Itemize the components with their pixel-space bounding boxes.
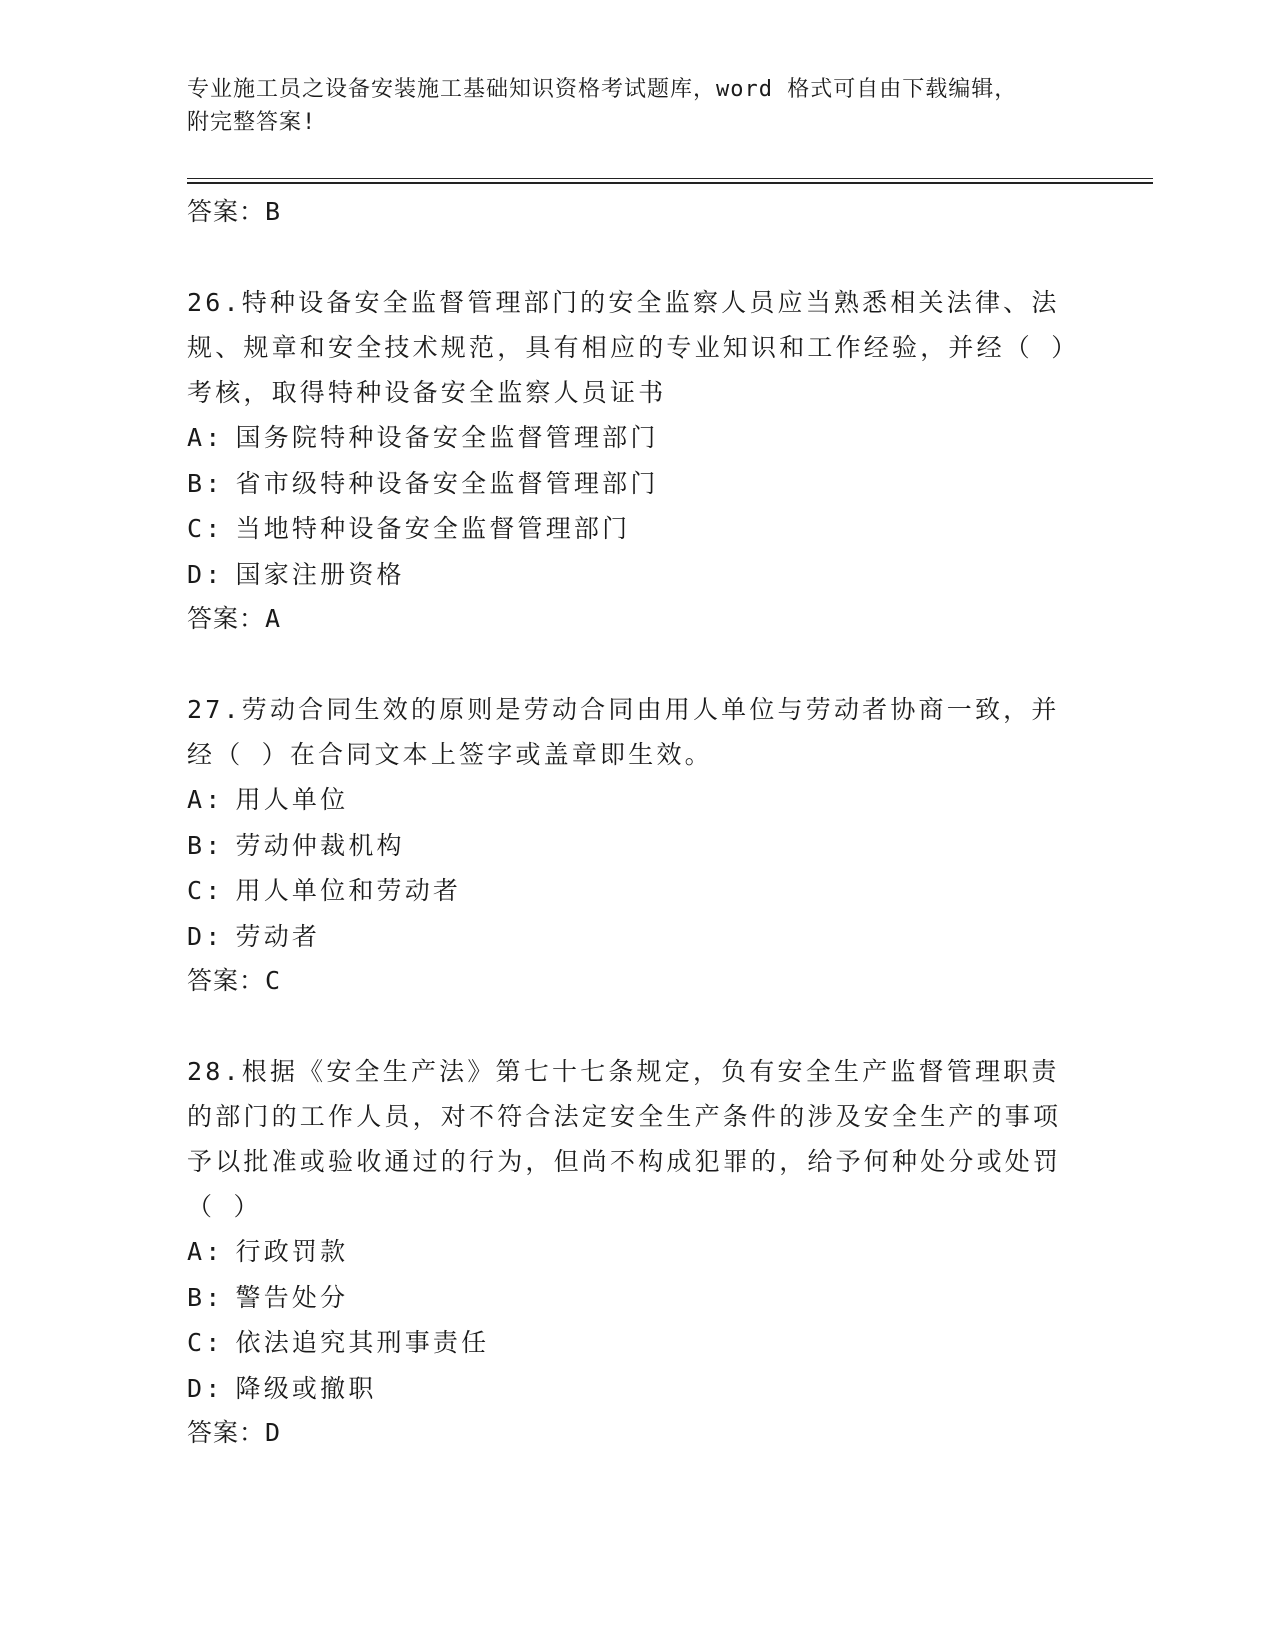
option-key: A: [187, 785, 224, 814]
header-line-1: 专业施工员之设备安装施工基础知识资格考试题库，word 格式可自由下载编辑， [187, 77, 1018, 102]
option-b [187, 461, 1087, 507]
answer-label: 答案： [187, 197, 266, 226]
option-text: 用人单位 [235, 785, 349, 814]
option-key: A: [187, 423, 224, 452]
answer-value: C [265, 966, 282, 995]
question-27 [187, 687, 1087, 1003]
question-26 [187, 280, 1087, 641]
answer-value: D [265, 1418, 282, 1447]
option-key: C: [187, 876, 224, 905]
answer-value: B [265, 197, 282, 226]
option-text: 省市级特种设备安全监督管理部门 [235, 468, 659, 498]
option-a [187, 1229, 1087, 1275]
header-divider-thick [187, 182, 1153, 184]
question-stem: 26.特种设备安全监督管理部门的安全监察人员应当熟悉相关法律、法规、规章和安全技术规范，具有相应的专业知识和工作经验，并经（ ）考核，取得特种设备安全监察人员证书 [187, 288, 1080, 407]
option-c [187, 868, 1087, 914]
option-text: 用人单位和劳动者 [235, 876, 462, 905]
option-d [187, 1366, 1087, 1412]
option-d [187, 552, 1087, 598]
option-key: C: [187, 514, 224, 543]
option-text: 警告处分 [235, 1282, 349, 1312]
answer-label: 答案： [187, 604, 266, 633]
option-d [187, 914, 1087, 960]
option-a [187, 777, 1087, 823]
previous-answer [187, 190, 1087, 234]
option-c [187, 506, 1087, 552]
option-c [187, 1320, 1087, 1366]
document-header [187, 73, 1067, 139]
option-b [187, 1275, 1087, 1321]
answer-label: 答案： [187, 1418, 266, 1447]
option-key: B: [187, 468, 224, 498]
answer-label: 答案： [187, 966, 266, 995]
option-key: C: [187, 1328, 224, 1357]
question-stem: 27.劳动合同生效的原则是劳动合同由用人单位与劳动者协商一致，并经（ ）在合同文本上签字或盖章即生效。 [187, 695, 1060, 769]
question-28 [187, 1049, 1087, 1455]
question-answer [187, 597, 1087, 641]
option-text: 依法追究其刑事责任 [235, 1328, 490, 1357]
option-key: D: [187, 921, 224, 951]
question-content [187, 190, 1087, 1455]
option-text: 降级或撤职 [235, 1373, 377, 1403]
header-line-2: 附完整答案! [187, 110, 317, 135]
option-text: 劳动者 [235, 921, 321, 951]
option-text: 国务院特种设备安全监督管理部门 [235, 423, 659, 452]
option-b [187, 823, 1087, 869]
option-text: 行政罚款 [235, 1237, 349, 1266]
option-key: D: [187, 559, 224, 589]
option-a [187, 415, 1087, 461]
option-text: 当地特种设备安全监督管理部门 [235, 514, 631, 543]
question-answer [187, 1411, 1087, 1455]
header-divider-thin [187, 178, 1153, 179]
option-key: A: [187, 1237, 224, 1266]
option-text: 国家注册资格 [235, 559, 405, 589]
question-answer [187, 959, 1087, 1003]
option-text: 劳动仲裁机构 [235, 830, 405, 860]
option-key: D: [187, 1373, 224, 1403]
question-stem: 28.根据《安全生产法》第七十七条规定，负有安全生产监督管理职责的部门的工作人员，对不符合法定安全生产条件的涉及安全生产的事项予以批准或验收通过的行为，但尚不构成犯罪的，给予何种处分或处罚（ ） [187, 1057, 1062, 1221]
answer-value: A [265, 604, 282, 633]
option-key: B: [187, 830, 224, 860]
option-key: B: [187, 1282, 224, 1312]
